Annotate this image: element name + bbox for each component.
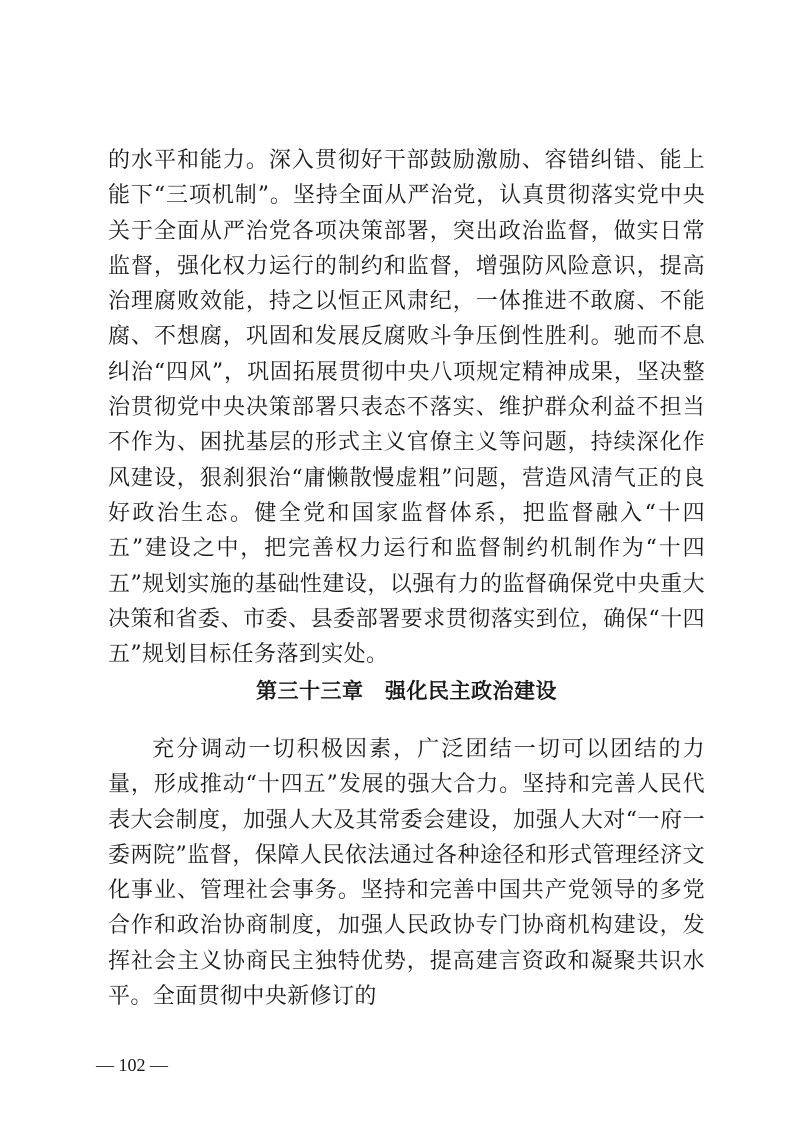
body-paragraph-continued: 的水平和能力。深入贯彻好干部鼓励激励、容错纠错、能上能下“三项机制”。坚持全面从严治党，认真贯彻落实党中央关于全面从严治党各项决策部署，突出政治监督，做实日常监督，强化权力运行的制约和监督，增强防风险意识，提高治理腐败效能，持之以恒正风肃纪，一体推进不敢腐、不能腐、不想腐，巩固和发展反腐败斗争压倒性胜利。驰而不息纠治“四风”，巩固拓展贯彻中央八项规定精神成果，坚决整治贯彻党中央决策部署只表态不落实、维护群众利益不担当不作为、困扰基层的形式主义官僚主义等问题，持续深化作风建设，狠刹狠治“庸懒散慢虚粗”问题，营造风清气正的良好政治生态。健全党和国家监督体系，把监督融入“十四五”建设之中，把完善权力运行和监督制约机制作为“十四五”规划实施的基础性建设，以强有力的监督确保党中央重大决策和省委、市委、县委部署要求贯彻落实到位，确保“十四五”规划目标任务落到实处。 <box>108 148 705 668</box>
page-number: — 102 — <box>96 1055 168 1075</box>
body-paragraph: 充分调动一切积极因素，广泛团结一切可以团结的力量，形成推动“十四五”发展的强大合力。坚持和完善人民代表大会制度，加强人大及其常委会建设，加强人大对“一府一委两院”监督，保障人民依法通过各种途径和形式管理经济文化事业、管理社会事务。坚持和完善中国共产党领导的多党合作和政治协商制度，加强人民政协专门协商机构建设，发挥社会主义协商民主独特优势，提高建言资政和凝聚共识水平。全面贯彻中央新修订的 <box>108 737 705 1010</box>
chapter-heading: 第三十三章 强化民主政治建设 <box>256 679 557 703</box>
